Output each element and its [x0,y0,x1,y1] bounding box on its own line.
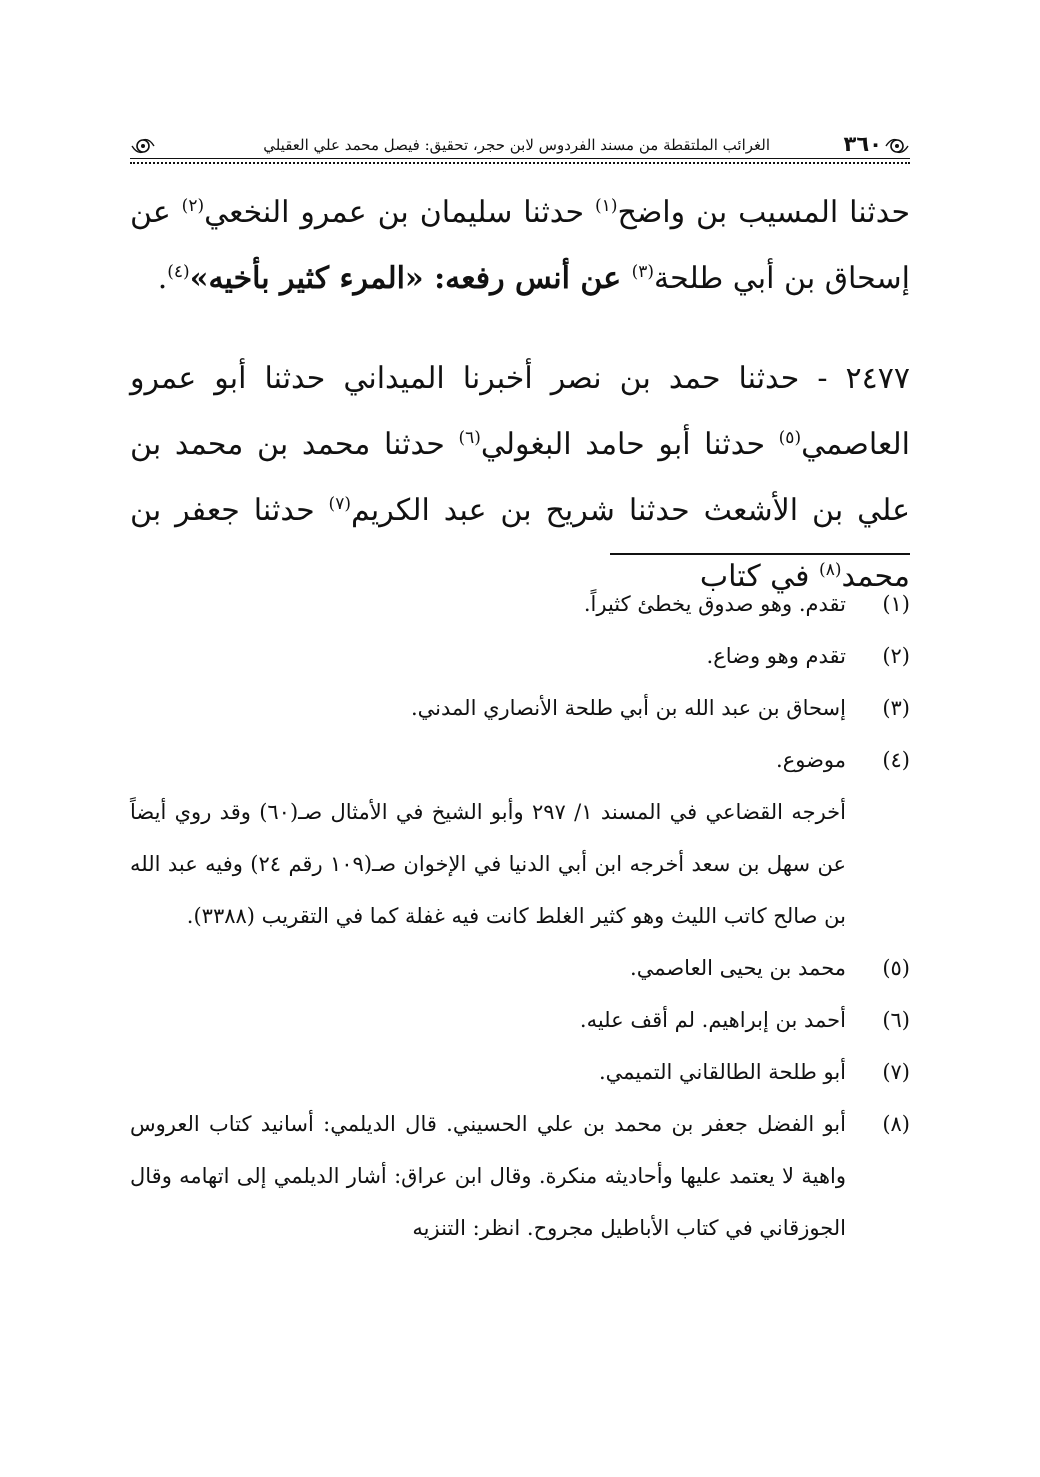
header-rule [130,158,910,159]
running-header [130,130,910,166]
footnote-marker[interactable]: (٥) [778,428,802,448]
footnote [130,1046,910,1098]
text-run: حدثنا سليمان بن عمرو النخعي [204,195,596,230]
text-run: حدثنا محمد بن محمد بن علي بن الأشعث حدثنا شريح بن عبد الكريم [130,427,910,528]
main-text [130,180,910,610]
footnote-marker[interactable]: (٤) [167,262,190,282]
footnote-text: تقدم وهو وضاع. [706,644,846,668]
footnote-text: إسحاق بن عبد الله بن أبي طلحة الأنصاري المدني. [410,696,846,720]
text-run: حدثنا أبو حامد البغولي [480,427,779,462]
footnote-number: (٣) [882,696,910,720]
footnote-number: (٦) [882,1008,910,1032]
footnote [130,682,910,734]
footnote-number: (٧) [882,1060,910,1084]
footnote [130,578,910,630]
footnote-number: (٥) [882,956,910,980]
footnote-text: محمد بن يحيى العاصمي. [630,956,846,980]
footnote-text: أحمد بن إبراهيم. لم أقف عليه. [579,1008,846,1032]
footnote-text: أبو طلحة الطالقاني التميمي. [598,1060,846,1084]
footnote-continuation: أخرجه القضاعي في المسند ١/ ٢٩٧ وأبو الشيخ في الأمثال صـ(٦٠) وقد روي أيضاً عن سهل بن سعد أخرجه ابن أبي الدنيا في الإخوان صـ(١٠٩ رقم ٢٤) وفيه عبد الله بن صالح كاتب الليث وهو كثير الغلط كانت فيه غفلة كما في التقريب (٣٣٨٨). [130,800,846,928]
footnotes [130,578,910,1254]
footnote-marker[interactable]: (٧) [328,494,351,514]
footnote-text: موضوع. [776,748,846,772]
paragraph [130,346,910,610]
footnote-number: (١) [882,592,910,616]
paragraph [130,180,910,312]
footnote-marker[interactable]: (٣) [631,262,654,282]
page-number: ٣٦٠ [843,132,882,156]
ornament-icon [130,134,156,158]
footnote-number: (٢) [882,644,910,668]
footnote-text: أبو الفضل جعفر بن محمد بن علي الحسيني. قال الديلمي: أسانيد كتاب العروس واهية لا يعتمد عليها وأحاديثه منكرة. وقال ابن عراق: أشار الديلمي إلى اتهامه وقال الجوزقاني في كتاب الأباطيل مجروح. انظر: التنزيه [130,1112,846,1240]
text-run: ٢٤٧٧ - حدثنا حمد بن نصر أخبرنا الميداني حدثنا أبو عمرو العاصمي [130,361,910,462]
text-run: عن إسحاق بن أبي طلحة [130,195,910,296]
ornament-icon [884,134,910,158]
hadith-text: عن أنس رفعه: «المرء كثير بأخيه» [189,261,632,296]
text-run: في كتاب [699,559,820,594]
footnote [130,942,910,994]
footnote [130,630,910,682]
footnote-text: تقدم. وهو صدوق يخطئ كثيراً. [583,592,846,616]
footnote-marker[interactable]: (٦) [458,428,481,448]
footnote [130,1098,910,1254]
footnote [130,734,910,786]
header-dotted-rule [130,162,910,164]
footnote-marker[interactable]: (٨) [819,560,842,580]
footnote-separator [610,553,910,555]
text-run: . [157,261,168,296]
text-run: حدثنا المسيب بن واضح [617,195,910,230]
text-run: حدثنا جعفر بن محمد [130,493,910,594]
footnote [130,994,910,1046]
footnote-number: (٤) [882,748,910,772]
footnote-number: (٨) [882,1112,910,1136]
footnote-marker[interactable]: (٢) [181,196,205,216]
footnote-marker[interactable]: (١) [595,196,618,216]
header-title: الغرائب الملتقطة من مسند الفردوس لابن حجر، تحقيق: فيصل محمد علي العقيلي [263,136,770,154]
